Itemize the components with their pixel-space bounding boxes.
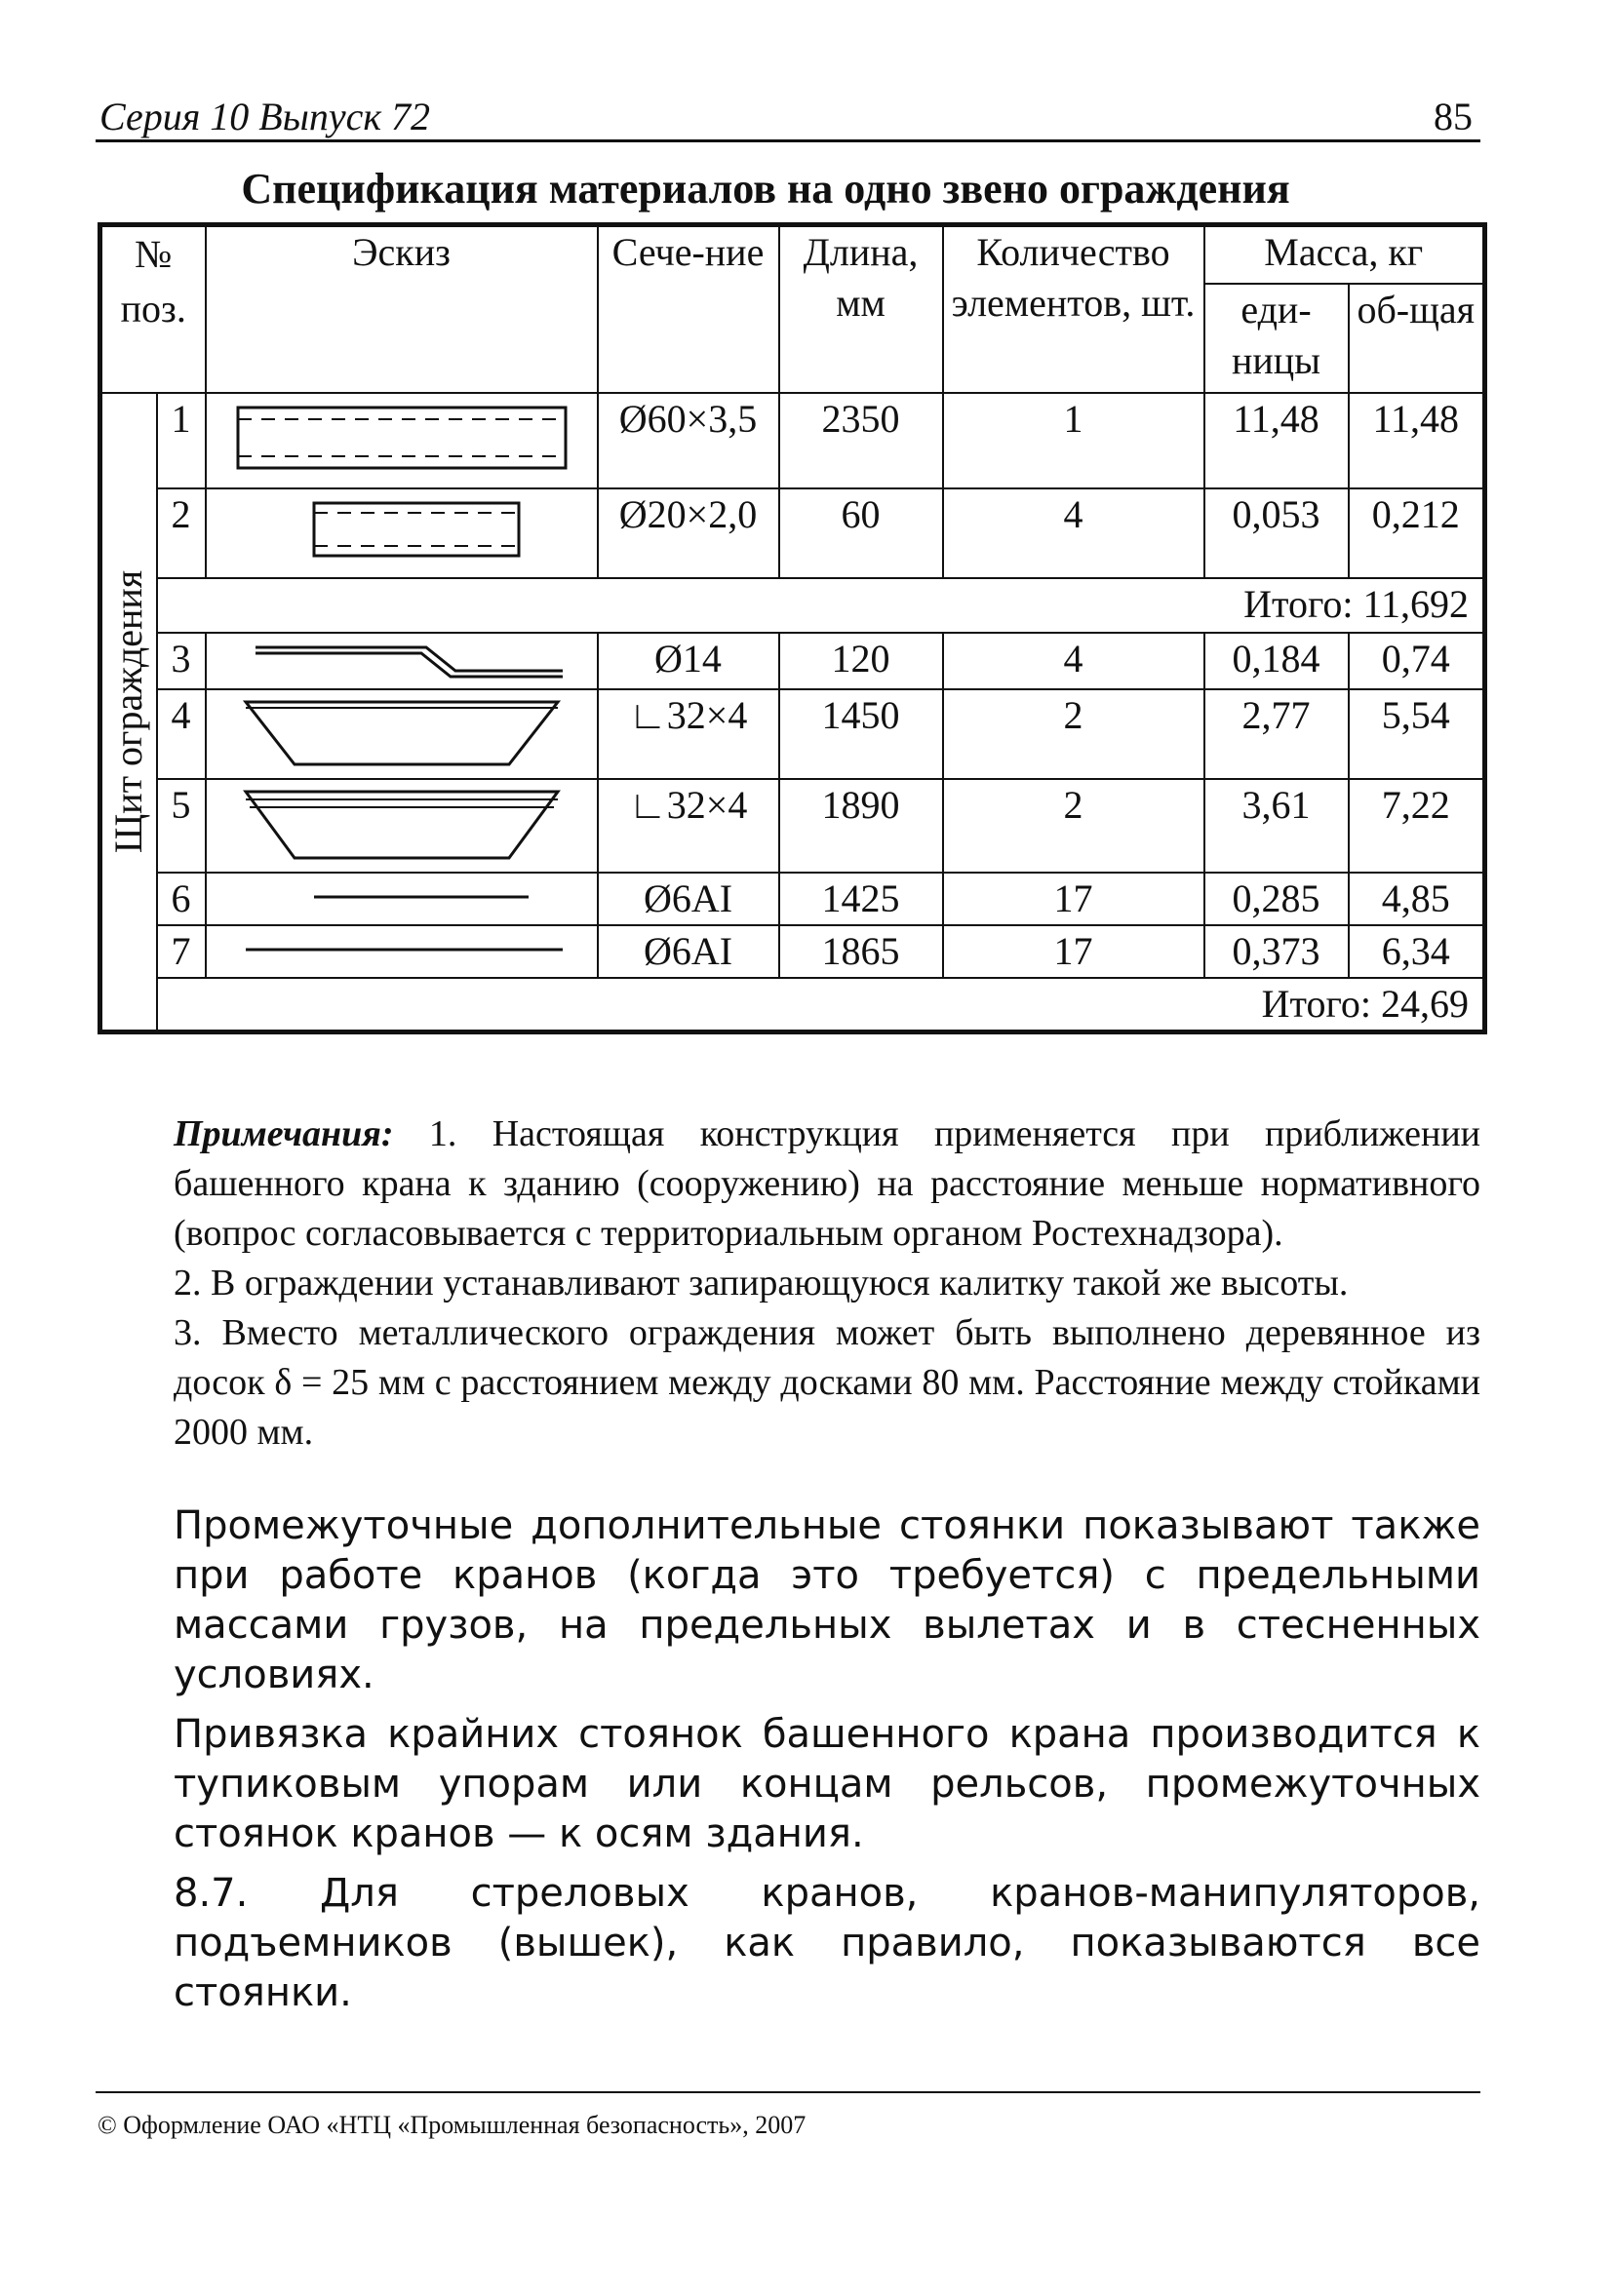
group-label-cell xyxy=(100,393,157,1032)
running-header-series: Серия 10 Выпуск 72 xyxy=(99,95,431,138)
row-section: ∟32×4 xyxy=(598,689,779,779)
row-length: 60 xyxy=(779,488,943,578)
sketch-pipe-small xyxy=(206,488,598,578)
row-mass-total: 6,34 xyxy=(1349,925,1485,978)
row-pos: 2 xyxy=(157,488,206,578)
header-pos: № поз. xyxy=(100,225,206,393)
body-text xyxy=(174,1501,1480,2028)
row-pos: 1 xyxy=(157,393,206,488)
table-title: Спецификация материалов на одно звено ограждения xyxy=(241,165,1290,213)
header-mass-total: об-щая xyxy=(1349,284,1485,393)
row-pos: 3 xyxy=(157,633,206,689)
total-row xyxy=(100,978,1485,1032)
row-length: 1890 xyxy=(779,779,943,873)
row-length: 2350 xyxy=(779,393,943,488)
row-mass-unit: 2,77 xyxy=(1204,689,1349,779)
header-rule xyxy=(96,139,1480,142)
row-count: 4 xyxy=(943,488,1204,578)
header-sketch: Эскиз xyxy=(206,225,598,393)
row-mass-unit: 3,61 xyxy=(1204,779,1349,873)
note-1 xyxy=(174,1109,1480,1259)
row-mass-total: 4,85 xyxy=(1349,873,1485,925)
header-count: Количество элементов, шт. xyxy=(943,225,1204,393)
row-length: 1450 xyxy=(779,689,943,779)
row-length: 120 xyxy=(779,633,943,689)
row-mass-unit: 0,373 xyxy=(1204,925,1349,978)
body-paragraph: Привязка крайних стоянок башенного крана производится к тупиковым упорам или концам рельсов, промежуточных стоянок кранов — к осям здания. xyxy=(174,1712,1480,1856)
total: Итого: 24,69 xyxy=(157,978,1485,1032)
row-count: 2 xyxy=(943,689,1204,779)
row-section: Ø20×2,0 xyxy=(598,488,779,578)
row-count: 1 xyxy=(943,393,1204,488)
subtotal: Итого: 11,692 xyxy=(157,578,1485,633)
table-row xyxy=(100,925,1485,978)
row-pos: 7 xyxy=(157,925,206,978)
row-mass-total: 0,212 xyxy=(1349,488,1485,578)
sketch-rod-long xyxy=(206,925,598,978)
note-1-text: 1. Настоящая конструкция применяется при приближении башенного крана к зданию (сооружению) на расстояние меньше нормативного (вопрос согласовывается с территориальным органом Ростехнадзора). xyxy=(174,1113,1480,1254)
header-length: Длина, мм xyxy=(779,225,943,393)
table-row xyxy=(100,393,1485,488)
subtotal-row xyxy=(100,578,1485,633)
sketch-angle-trapezoid-1 xyxy=(206,689,598,779)
footer-copyright: © Оформление ОАО «НТЦ «Промышленная безопасность», 2007 xyxy=(98,2111,807,2139)
row-mass-unit: 11,48 xyxy=(1204,393,1349,488)
row-mass-total: 11,48 xyxy=(1349,393,1485,488)
group-label: Щит ограждения xyxy=(106,569,151,853)
row-mass-unit: 0,184 xyxy=(1204,633,1349,689)
row-pos: 6 xyxy=(157,873,206,925)
row-mass-unit: 0,053 xyxy=(1204,488,1349,578)
sketch-rod-short xyxy=(206,873,598,925)
materials-spec-table xyxy=(98,222,1487,1034)
row-section: Ø14 xyxy=(598,633,779,689)
row-section: Ø6АI xyxy=(598,873,779,925)
header-mass: Масса, кг xyxy=(1204,225,1485,284)
row-length: 1865 xyxy=(779,925,943,978)
sketch-angle-trapezoid-2 xyxy=(206,779,598,873)
row-mass-total: 0,74 xyxy=(1349,633,1485,689)
row-mass-total: 5,54 xyxy=(1349,689,1485,779)
row-count: 17 xyxy=(943,873,1204,925)
row-section: Ø60×3,5 xyxy=(598,393,779,488)
header-section: Сече-ние xyxy=(598,225,779,393)
row-section: Ø6АI xyxy=(598,925,779,978)
notes-block xyxy=(174,1109,1480,1458)
row-mass-unit: 0,285 xyxy=(1204,873,1349,925)
row-section: ∟32×4 xyxy=(598,779,779,873)
row-pos: 4 xyxy=(157,689,206,779)
body-paragraph: 8.7. Для стреловых кранов, кранов-манипуляторов, подъемников (вышек), как правило, показываются все стоянки. xyxy=(174,1871,1480,2015)
row-count: 4 xyxy=(943,633,1204,689)
body-paragraph: Промежуточные дополнительные стоянки показывают также при работе кранов (когда это требуется) с предельными массами грузов, на предельных вылетах и в стесненных условиях. xyxy=(174,1503,1480,1697)
table-row xyxy=(100,873,1485,925)
sketch-bent-bar xyxy=(206,633,598,689)
notes-label: Примечания: xyxy=(174,1113,394,1154)
table-row xyxy=(100,779,1485,873)
table-row xyxy=(100,488,1485,578)
page-number: 85 xyxy=(1434,95,1473,138)
table-row xyxy=(100,633,1485,689)
row-pos: 5 xyxy=(157,779,206,873)
note-2: 2. В ограждении устанавливают запирающуюся калитку такой же высоты. xyxy=(174,1263,1349,1304)
table-row xyxy=(100,689,1485,779)
note-3: 3. Вместо металлического ограждения может быть выполнено деревянное из досок δ = 25 мм с расстоянием между досками 80 мм. Расстояние между стойками 2000 мм. xyxy=(174,1312,1480,1453)
row-count: 17 xyxy=(943,925,1204,978)
row-count: 2 xyxy=(943,779,1204,873)
row-mass-total: 7,22 xyxy=(1349,779,1485,873)
row-length: 1425 xyxy=(779,873,943,925)
footer-rule xyxy=(96,2091,1480,2093)
sketch-pipe-large xyxy=(206,393,598,488)
header-mass-unit: еди-ницы xyxy=(1204,284,1349,393)
